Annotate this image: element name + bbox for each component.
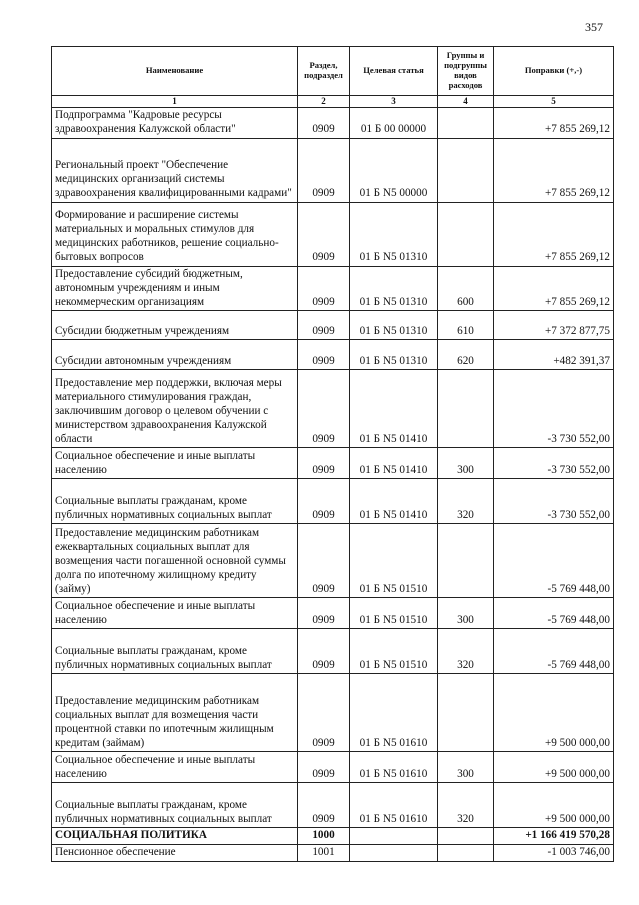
row-section: 0909 (298, 752, 350, 783)
row-article: 01 Б N5 00000 (350, 138, 438, 202)
row-section: 1001 (298, 845, 350, 862)
row-article: 01 Б N5 01510 (350, 629, 438, 674)
index-row (52, 96, 614, 108)
row-group: 300 (438, 448, 494, 479)
row-name: Формирование и расширение системы материальных и моральных стимулов для медицинских работников, решение социально-бытовых вопросов (52, 202, 298, 266)
row-group: 300 (438, 598, 494, 629)
table-row (52, 629, 614, 674)
table-row (52, 845, 614, 862)
row-article: 01 Б N5 01510 (350, 524, 438, 598)
row-article: 01 Б N5 01410 (350, 479, 438, 524)
row-amount: -1 003 746,00 (494, 845, 614, 862)
row-section: 0909 (298, 266, 350, 311)
row-name: СОЦИАЛЬНАЯ ПОЛИТИКА (52, 828, 298, 845)
row-group: 620 (438, 340, 494, 370)
table-row (52, 311, 614, 340)
table-row (52, 202, 614, 266)
row-group (438, 828, 494, 845)
row-amount: -5 769 448,00 (494, 524, 614, 598)
row-amount: -5 769 448,00 (494, 629, 614, 674)
row-name: Предоставление медицинским работникам социальных выплат для возмещения части процентной ставки по ипотечным жилищным кредитам (займам) (52, 674, 298, 752)
header-amendments: Поправки (+,-) (494, 47, 614, 96)
row-section: 0909 (298, 370, 350, 448)
row-amount: +7 855 269,12 (494, 108, 614, 139)
row-group: 320 (438, 479, 494, 524)
row-article: 01 Б N5 01410 (350, 448, 438, 479)
table-row (52, 266, 614, 311)
row-section: 1000 (298, 828, 350, 845)
row-section: 0909 (298, 629, 350, 674)
row-amount: +7 855 269,12 (494, 138, 614, 202)
row-article (350, 828, 438, 845)
row-name: Региональный проект "Обеспечение медицинских организаций системы здравоохранения квалифицированными кадрами" (52, 138, 298, 202)
row-name: Социальные выплаты гражданам, кроме публичных нормативных социальных выплат (52, 629, 298, 674)
row-section: 0909 (298, 340, 350, 370)
row-group: 300 (438, 752, 494, 783)
row-article: 01 Б N5 01310 (350, 266, 438, 311)
header-name: Наименование (52, 47, 298, 96)
row-amount: -3 730 552,00 (494, 448, 614, 479)
row-article: 01 Б N5 01310 (350, 340, 438, 370)
row-section: 0909 (298, 448, 350, 479)
row-amount: -5 769 448,00 (494, 598, 614, 629)
row-name: Социальное обеспечение и иные выплаты населению (52, 598, 298, 629)
row-section: 0909 (298, 674, 350, 752)
row-article: 01 Б N5 01610 (350, 674, 438, 752)
row-name: Предоставление субсидий бюджетным, автономным учреждениям и иным некоммерческим организациям (52, 266, 298, 311)
row-group (438, 674, 494, 752)
row-article: 01 Б N5 01610 (350, 783, 438, 828)
row-amount: +7 372 877,75 (494, 311, 614, 340)
row-amount: -3 730 552,00 (494, 370, 614, 448)
row-amount: -3 730 552,00 (494, 479, 614, 524)
row-group: 320 (438, 783, 494, 828)
row-amount: +1 166 419 570,28 (494, 828, 614, 845)
table-row (52, 674, 614, 752)
table-row (52, 448, 614, 479)
row-group: 610 (438, 311, 494, 340)
row-section: 0909 (298, 311, 350, 340)
row-group: 600 (438, 266, 494, 311)
row-group (438, 524, 494, 598)
table-row (52, 138, 614, 202)
row-article: 01 Б N5 01310 (350, 202, 438, 266)
header-groups: Группы и подгруппы видов расходов (438, 47, 494, 96)
table-row (52, 783, 614, 828)
row-article: 01 Б N5 01410 (350, 370, 438, 448)
table-body (52, 108, 614, 862)
row-section: 0909 (298, 202, 350, 266)
index-cell: 4 (438, 96, 494, 108)
row-section: 0909 (298, 479, 350, 524)
row-section: 0909 (298, 598, 350, 629)
row-amount: +9 500 000,00 (494, 674, 614, 752)
row-name: Социальное обеспечение и иные выплаты населению (52, 752, 298, 783)
row-name: Предоставление медицинским работникам ежеквартальных социальных выплат для возмещения части погашенной основной суммы долга по ипотечному жилищному кредиту (займу) (52, 524, 298, 598)
header-section: Раздел, подраздел (298, 47, 350, 96)
row-amount: +482 391,37 (494, 340, 614, 370)
row-name: Пенсионное обеспечение (52, 845, 298, 862)
table-row (52, 370, 614, 448)
budget-amendments-table (51, 46, 614, 862)
row-amount: +9 500 000,00 (494, 752, 614, 783)
index-cell: 1 (52, 96, 298, 108)
row-name: Субсидии автономным учреждениям (52, 340, 298, 370)
row-name: Подпрограмма "Кадровые ресурсы здравоохранения Калужской области" (52, 108, 298, 139)
row-name: Предоставление мер поддержки, включая меры материального стимулирования граждан, заключившим договор о целевом обучении с министерством здравоохранения Калужской области (52, 370, 298, 448)
table-row (52, 479, 614, 524)
row-name: Социальное обеспечение и иные выплаты населению (52, 448, 298, 479)
row-name: Социальные выплаты гражданам, кроме публичных нормативных социальных выплат (52, 479, 298, 524)
row-group (438, 370, 494, 448)
table-row (52, 598, 614, 629)
row-section: 0909 (298, 783, 350, 828)
row-name: Субсидии бюджетным учреждениям (52, 311, 298, 340)
row-section: 0909 (298, 524, 350, 598)
row-article: 01 Б 00 00000 (350, 108, 438, 139)
row-group: 320 (438, 629, 494, 674)
row-group (438, 138, 494, 202)
page-number: 357 (585, 20, 603, 34)
row-article: 01 Б N5 01510 (350, 598, 438, 629)
header-article: Целевая статья (350, 47, 438, 96)
row-group (438, 202, 494, 266)
row-article: 01 Б N5 01610 (350, 752, 438, 783)
row-amount: +9 500 000,00 (494, 783, 614, 828)
row-amount: +7 855 269,12 (494, 266, 614, 311)
row-section: 0909 (298, 108, 350, 139)
index-cell: 5 (494, 96, 614, 108)
header-row (52, 47, 614, 96)
table-row (52, 340, 614, 370)
index-cell: 2 (298, 96, 350, 108)
row-group (438, 108, 494, 139)
table-row (52, 108, 614, 139)
row-article: 01 Б N5 01310 (350, 311, 438, 340)
table-row (52, 524, 614, 598)
row-name: Социальные выплаты гражданам, кроме публичных нормативных социальных выплат (52, 783, 298, 828)
row-article (350, 845, 438, 862)
table-row (52, 828, 614, 845)
index-cell: 3 (350, 96, 438, 108)
row-group (438, 845, 494, 862)
table-row (52, 752, 614, 783)
row-section: 0909 (298, 138, 350, 202)
row-amount: +7 855 269,12 (494, 202, 614, 266)
